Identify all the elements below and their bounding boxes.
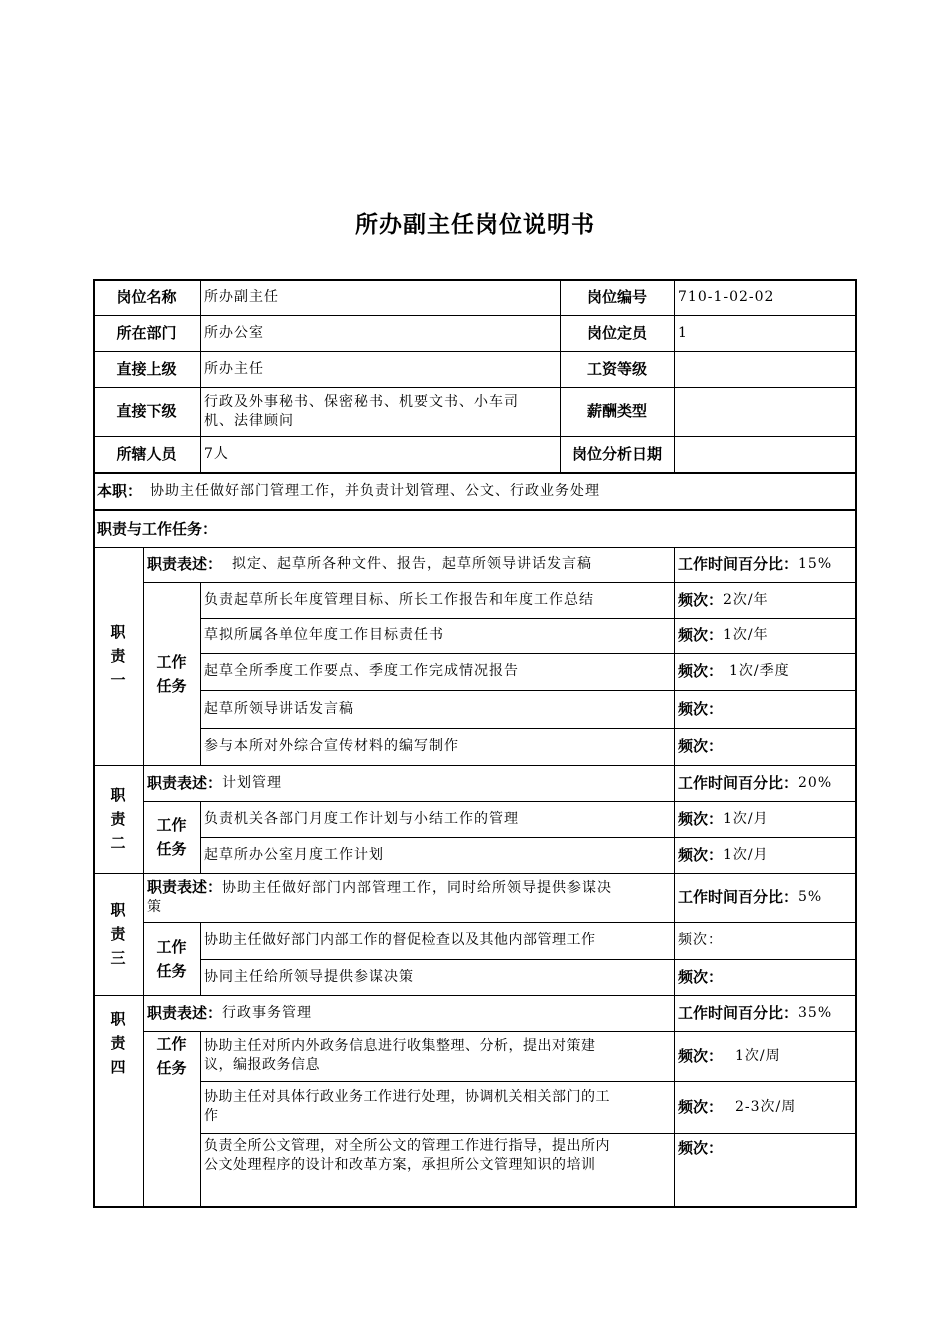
duty-1-task-4-freq: 频次：: [678, 699, 724, 718]
date-value: [674, 436, 857, 472]
duty-3-task-label: 工作 任务: [156, 937, 187, 980]
quota-value: 1: [678, 324, 688, 341]
duty-2-desc: 职责表述： 计划管理: [147, 773, 283, 792]
subordinate-line-2: 机、法律顾问: [204, 412, 294, 429]
duty-4-task-1-freq: 频次： 1次/周: [678, 1046, 781, 1065]
grade-value: [674, 351, 857, 387]
duty-4-task-3-freq: 频次：: [678, 1139, 724, 1157]
mission-text: 协助主任做好部门管理工作，并负责计划管理、公文、行政业务处理: [150, 483, 601, 499]
staff-label: 所辖人员: [116, 444, 177, 463]
duty-3-task-1-freq: 频次：: [678, 932, 723, 948]
duty-1-name: 职 责 一: [110, 623, 126, 689]
duty-1-task-5: 参与本所对外综合宣传材料的编写制作: [204, 738, 459, 754]
position-name-label: 岗位名称: [116, 287, 177, 306]
duty-1-task-5-freq: 频次：: [678, 737, 724, 755]
duty-1-task-2: 草拟所属各单位年度工作目标责任书: [204, 627, 444, 643]
duty-1-task-4: 起草所领导讲话发言稿: [204, 700, 354, 717]
staff-value: 7人: [204, 445, 229, 462]
duty-3-name: 职 责 三: [110, 901, 126, 967]
duty-1-task-3: 起草全所季度工作要点、季度工作完成情况报告: [204, 663, 519, 679]
duty-4-task-2: 协助主任对具体行政业务工作进行处理，协调机关相关部门的工 作: [204, 1089, 610, 1124]
mission-row: [93, 474, 857, 509]
duty-3-pct: 工作时间百分比： 5%: [678, 888, 823, 906]
duty-1-task-label: 工作 任务: [156, 652, 187, 695]
duty-2-task-1: 负责机关各部门月度工作计划与小结工作的管理: [204, 810, 519, 827]
duty-4-task-1: 协助主任对所内外政务信息进行收集整理、分析，提出对策建 议，编报政务信息: [204, 1038, 596, 1073]
position-no-label: 岗位编号: [586, 287, 647, 306]
duty-4-task-3: 负责全所公文管理，对全所公文的管理工作进行指导，提出所内 公文处理程序的设计和改革方案，承担所公文管理知识的培训: [204, 1138, 610, 1173]
superior-label: 直接上级: [116, 359, 177, 378]
grade-label: 工资等级: [586, 359, 647, 378]
dept-value: 所办公室: [204, 324, 264, 341]
superior-value: 所办主任: [204, 360, 264, 377]
subordinate-label: 直接下级: [116, 402, 177, 420]
duty-4-task-label: 工作 任务: [156, 1035, 187, 1077]
duty-1-desc: 职责表述： 拟定、起草所各种文件、报告，起草所领导讲话发言稿: [147, 555, 593, 573]
duty-1-task-1: 负责起草所长年度管理目标、所长工作报告和年度工作总结: [204, 591, 594, 608]
duties-header: 职责与工作任务：: [97, 519, 218, 538]
mission-label: 本职：: [97, 482, 143, 500]
duty-3-task-1: 协助主任做好部门内部工作的督促检查以及其他内部管理工作: [204, 932, 596, 948]
pay-label: 薪酬类型: [586, 402, 647, 420]
duty-2-pct: 工作时间百分比： 20%: [678, 773, 833, 792]
duty-3-desc: 职责表述：协助主任做好部门内部管理工作，同时给所领导提供参谋决 策: [147, 878, 613, 915]
pay-value: [674, 387, 857, 436]
duty-2-task-2: 起草所办公室月度工作计划: [204, 846, 384, 863]
duty-4-desc: 职责表述： 行政事务管理: [147, 1003, 313, 1022]
quota-label: 岗位定员: [586, 323, 647, 342]
subordinate-value: [200, 387, 560, 436]
duty-2-name: 职 责 二: [110, 786, 126, 852]
duty-1-task-1-freq: 频次： 2次/年: [678, 590, 769, 609]
duty-2-task-1-freq: 频次： 1次/月: [678, 809, 769, 828]
duty-1-task-2-freq: 频次： 1次/年: [678, 626, 769, 644]
page-title: 所办副主任岗位说明书: [355, 212, 595, 238]
duty-2-task-label: 工作 任务: [156, 816, 187, 858]
duty-4-name: 职 责 四: [110, 1010, 126, 1076]
position-name-value: 所办副主任: [204, 288, 279, 305]
dept-label: 所在部门: [116, 323, 177, 342]
duty-2-task-2-freq: 频次： 1次/月: [678, 845, 769, 864]
duty-3-task-2: 协同主任给所领导提供参谋决策: [204, 968, 414, 985]
duty-4-task-2-freq: 频次： 2-3次/周: [678, 1097, 797, 1116]
duty-3-task-2-freq: 频次：: [678, 967, 724, 986]
duty-4-pct: 工作时间百分比： 35%: [678, 1003, 833, 1022]
duty-1-pct: 工作时间百分比： 15%: [678, 555, 833, 573]
date-label: 岗位分析日期: [571, 444, 662, 463]
position-no-value: 710-1-02-02: [678, 288, 775, 305]
duty-1-task-3-freq: 频次： 1次/季度: [678, 662, 790, 680]
subordinate-line-1: 行政及外事秘书、保密秘书、机要文书、小车司: [204, 393, 519, 410]
